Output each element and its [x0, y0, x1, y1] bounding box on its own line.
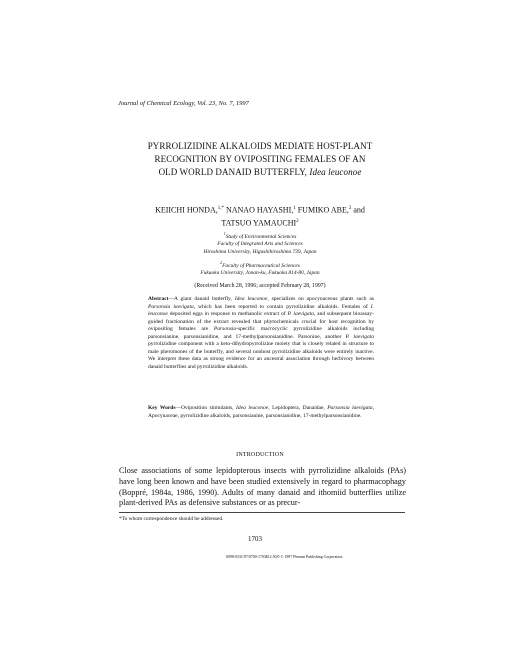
abstract-italic: Parsonsia laevigata: [148, 303, 194, 310]
abstract-italic: I. leuconoe: [148, 303, 375, 317]
abstract-text: , and subsequent bioassay-guided fractionation of the extract revealed that phytochemicals crucial for host recognition by ovipositing females are: [148, 311, 374, 332]
key-words-text: , Apocynaceae, pyrrolizidine alkaloids, parsonsianine, parsonsianidine, 17-methylparsonsianidine.: [148, 405, 374, 419]
affiliation-2-marker: 2: [220, 259, 223, 265]
abstract: [148, 296, 374, 371]
affiliation-1-line-1: [100, 230, 420, 241]
abstract-italic: Parsonsia: [213, 326, 237, 332]
abstract-text: —A giant danaid butterfly,: [168, 296, 235, 302]
author-abe-sup: 2: [348, 206, 352, 211]
author-line-1: [100, 203, 420, 216]
abstract-text: , specializes on apocynaceous plants such as: [267, 296, 374, 302]
abstract-italic: Idea leuconoe: [234, 296, 268, 302]
author-hayashi-sup: 1: [293, 206, 296, 211]
footnote-divider: [119, 512, 405, 513]
affiliation-2-dept: Faculty of Pharmaceutical Sciences: [222, 262, 300, 269]
key-words-text: —Oviposition stimulants,: [175, 405, 237, 411]
author-abe: FUMIKO ABE,: [297, 205, 349, 215]
introduction-heading: INTRODUCTION: [236, 452, 284, 458]
author-list: [100, 203, 420, 228]
page-number: 1703: [248, 535, 262, 543]
key-words-text: , Lepidoptera, Danaidae,: [268, 405, 328, 411]
author-and: and: [353, 205, 365, 215]
paper-title: [100, 140, 420, 179]
affiliation-2-line-1: [100, 259, 420, 270]
author-hayashi: NANAO HAYASHI,: [225, 205, 294, 215]
abstract-italic: P. laevigata: [345, 333, 374, 340]
introduction-paragraph: Close associations of some lepidopterous insects with pyrrolizidine alkaloids (PAs) have long been known and have been studied extensively in regard to pharmacophagy (Boppré, 1984a, 1986, 1990). Adults of many danaid and ithomiid butterflies utilize plant-derived PAs as defensive substances or as precur-: [119, 466, 406, 508]
author-line-2: [100, 216, 420, 229]
affiliation-1-line-2: Faculty of Integrated Arts and Sciences: [217, 241, 303, 248]
abstract-text: deposited eggs in response to methanolic extract of: [167, 311, 288, 317]
key-words: [148, 405, 374, 420]
affiliation-1-dept: Study of Environmental Sciences: [225, 233, 297, 240]
abstract-text: -specific macrocyclic pyrrolizidine alkaloids including parsonsianine, parsonsianidine, and 17-methylparsonsianidine. Parsonine, another: [148, 326, 374, 340]
key-words-italic: Parsonsia laevigata: [327, 405, 373, 411]
title-line-2: RECOGNITION BY OVIPOSITING FEMALES OF AN: [154, 154, 366, 164]
title-species: Idea leuconoe: [309, 167, 362, 177]
author-honda: KEIICHI HONDA,: [155, 205, 218, 215]
title-line-1: PYRROLIZIDINE ALKALOIDS MEDIATE HOST-PLANT: [147, 141, 373, 151]
copyright-line: 0098-0331/97/0700-1703$12.50/0 © 1997 Plenum Publishing Corporation: [226, 555, 343, 559]
abstract-text: , which has been reported to contain pyrrolizidine alkaloids. Females of: [193, 303, 371, 310]
affiliation-2-line-2: Fukuoka University, Jonan-ku, Fukuoka 814-80, Japan: [200, 269, 320, 276]
key-words-label: Key Words: [148, 405, 176, 411]
received-dates: (Received March 28, 1996; accepted February 28, 1997): [194, 283, 326, 289]
affiliation-1-line-3: Hiroshima University, Higashihiroshima 739, Japan: [203, 248, 317, 255]
abstract-text: pyrrolizidine component with a keto-dihydropyrrolizine moiety that is closely related in structure to male pheromones of the butterfly, and several nonhost pyrrolizidine alkaloids were entirely inactive. We interpret these data as strong evidence for an ancestral association through herbivory between danaid butterflies and pyrrolizidine alkaloids.: [148, 341, 374, 370]
author-honda-sup: 1,*: [217, 206, 224, 211]
correspondence-footnote: *To whom correspondence should be addressed.: [119, 516, 224, 522]
abstract-label: Abstract: [148, 296, 169, 302]
author-yamauchi-sup: 2: [296, 218, 299, 224]
abstract-italic: P. laevigata: [287, 311, 314, 317]
journal-citation: Journal of Chemical Ecology, Vol. 23, No. 7, 1997: [118, 100, 249, 107]
author-yamauchi: TATSUO YAMAUCHI: [221, 218, 297, 228]
title-line-3: [100, 166, 420, 179]
key-words-italic: Idea leuconoe: [236, 405, 269, 411]
affiliation-1-marker: 1: [223, 231, 226, 236]
title-line-3-prefix: OLD WORLD DANAID BUTTERFLY,: [158, 167, 308, 177]
affiliations: [100, 230, 420, 278]
